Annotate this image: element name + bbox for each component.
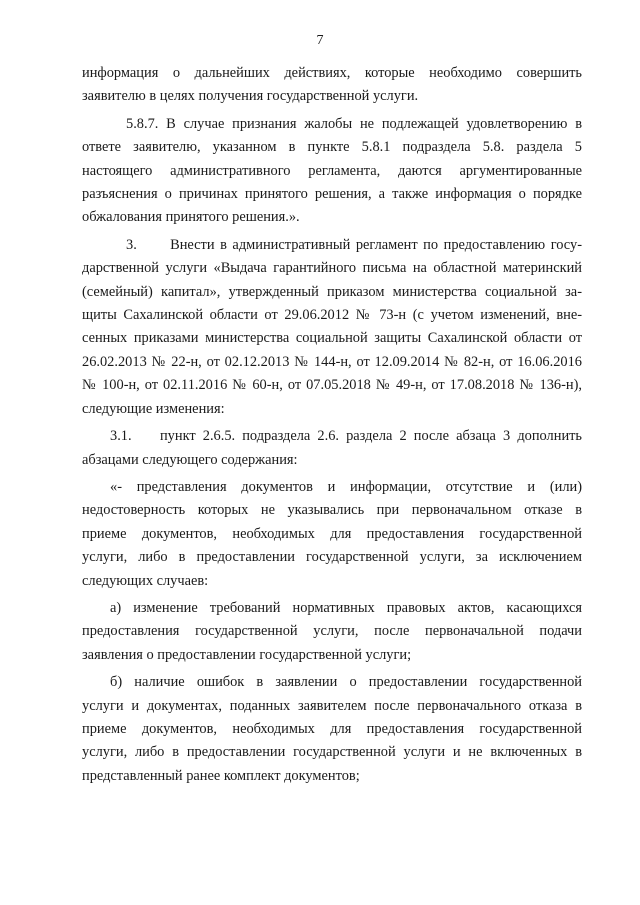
text-line: щиты Сахалинской области от 29.06.2012 № 73-н (с учетом изменений, вне- [82,307,582,324]
text-line: 26.02.2013 № 22-н, от 02.12.2013 № 144-н, от 12.09.2014 № 82-н, от 16.06.2016 [82,353,582,370]
text-line: приеме документов, необходимых для предоставления государственной [82,525,582,542]
text-line: 5.8.7. В случае признания жалобы не подлежащей удовлетворению в [126,115,582,132]
text-line: «- представления документов и информации, отсутствие и (или) [110,478,582,495]
text-line: представленный ранее комплект документов; [82,767,360,784]
text-line: следующие изменения: [82,400,225,417]
text-line: заявления о предоставлении государственной услуги; [82,646,412,663]
text-line: 3.1. пункт 2.6.5. подраздела 2.6. раздела 2 после абзаца 3 дополнить [110,428,582,445]
paragraph-item-b [82,671,582,788]
paragraph-continuation [82,62,582,109]
paragraph-5-8-7 [82,113,582,230]
text-line: обжалования принятого решения.». [82,209,300,226]
text-line: информация о дальнейших действиях, которые необходимо совершить [82,65,582,81]
text-line: недостоверность которых не указывались при первоначальном отказе в [82,502,582,519]
document-body [82,62,582,788]
text-line: (семейный) капитал», утвержденный приказом министерства социальной за- [82,283,582,300]
text-line: № 100-н, от 02.11.2016 № 60-н, от 07.05.2018 № 49-н, от 17.08.2018 № 136-н), [82,377,582,394]
text-line: сенных приказами министерства социальной защиты Сахалинской области от [82,330,582,347]
paragraph-quote-start [82,476,582,593]
text-line: заявителю в целях получения государственной услуги. [82,88,419,105]
text-line: а) изменение требований нормативных правовых актов, касающихся [110,599,582,616]
text-line: следующих случаев: [82,572,209,589]
page-number: 7 [316,33,324,48]
text-line: настоящего административного регламента, даются аргументированные [82,162,582,179]
text-line: разъяснения о причинах принятого решения, а также информация о порядке [82,186,582,203]
text-line: услуги, либо в предоставлении государственной услуги и не включенных в [82,744,582,761]
paragraph-item-3-1 [82,425,582,472]
text-line: дарственной услуги «Выдача гарантийного письма на областной материнский [82,260,582,277]
text-line: 3. Внести в административный регламент по предоставлению госу- [126,236,582,253]
text-line: предоставления государственной услуги, после первоначальной подачи [82,623,582,640]
paragraph-item-a [82,597,582,667]
paragraph-item-3 [82,234,582,421]
text-line: б) наличие ошибок в заявлении о предоставлении государственной [110,674,582,691]
text-line: услуги, либо в предоставлении государственной услуги, за исключением [82,549,582,566]
text-line: абзацами следующего содержания: [82,451,298,468]
text-line: услуги и документах, поданных заявителем после первоначального отказа в [82,697,582,714]
text-line: ответе заявителю, указанном в пункте 5.8.1 подраздела 5.8. раздела 5 [82,139,582,156]
text-line: приеме документов, необходимых для предоставления государственной [82,720,582,737]
